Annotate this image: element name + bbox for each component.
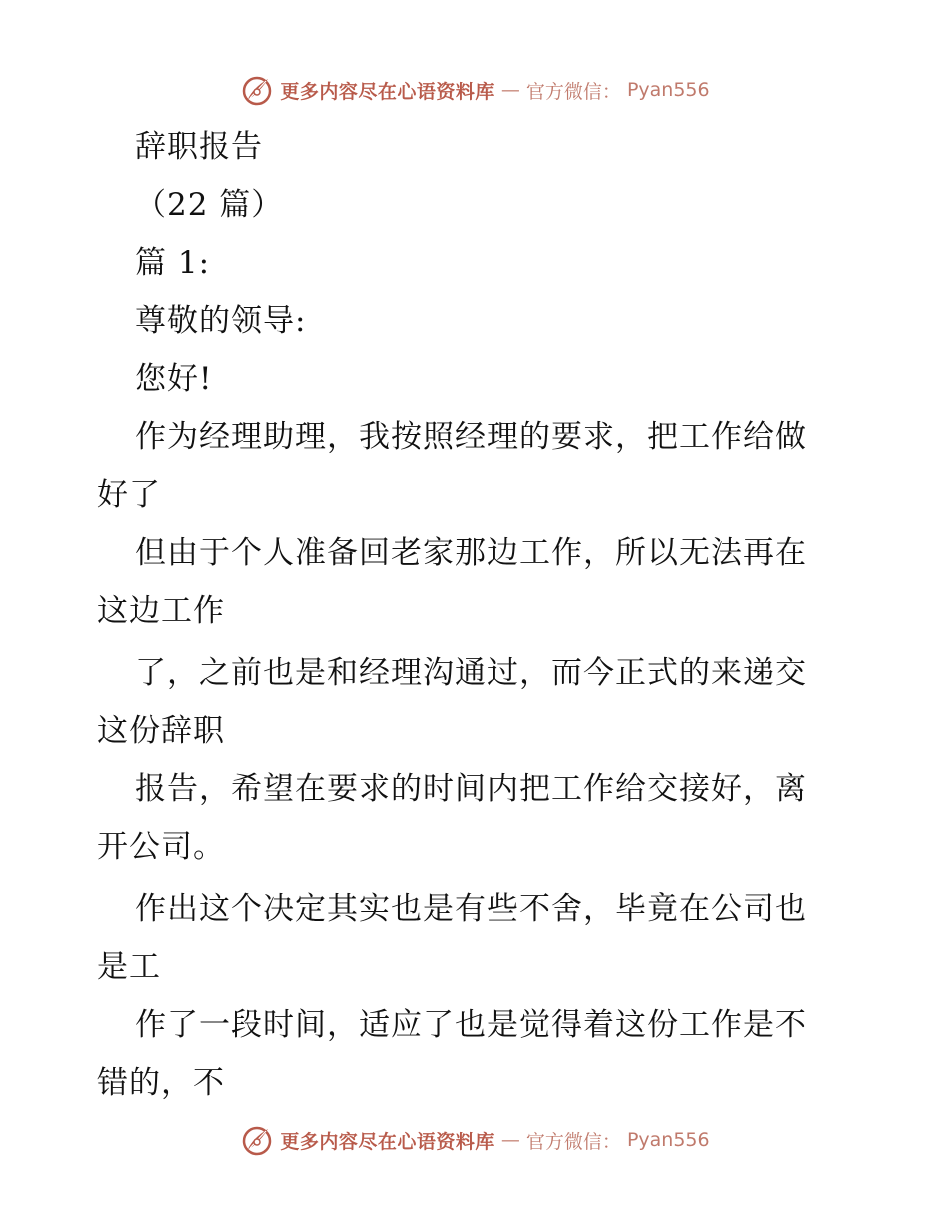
salutation: 尊敬的领导: — [135, 303, 307, 339]
paragraph-line: 作为经理助理，我按照经理的要求，把工作给做 — [135, 419, 807, 455]
greeting: 您好! — [135, 361, 213, 397]
paragraph-line: 开公司。 — [97, 829, 225, 865]
footer-wechat-label: 官方微信： — [525, 1130, 621, 1153]
header-separator: — — [500, 79, 520, 101]
paragraph-line: 报告，希望在要求的时间内把工作给交接好，离 — [135, 771, 807, 807]
header-banner — [0, 70, 950, 110]
header-wechat-label: 官方微信： — [525, 80, 621, 103]
footer-text: 更多内容尽在心语资料库 — [280, 1130, 495, 1153]
paragraph-line: 作了一段时间，适应了也是觉得着这份工作是不 — [135, 1007, 807, 1043]
paragraph-line: 是工 — [97, 949, 161, 985]
header-wechat-id: Pyan556 — [626, 79, 710, 101]
feather-pen-logo-icon — [240, 1123, 274, 1157]
paragraph-line: 了，之前也是和经理沟通过，而今正式的来递交 — [135, 655, 807, 691]
paragraph-line: 作出这个决定其实也是有些不舍，毕竟在公司也 — [135, 891, 807, 927]
section-heading: 篇 1: — [135, 245, 211, 281]
footer-separator: — — [500, 1129, 520, 1151]
paragraph-line: 这边工作 — [97, 593, 225, 629]
paragraph-line: 错的，不 — [97, 1065, 225, 1101]
footer-wechat-id: Pyan556 — [626, 1129, 710, 1151]
footer-banner — [0, 1120, 950, 1160]
paragraph-line: 好了 — [97, 477, 161, 513]
feather-pen-logo-icon — [240, 73, 274, 107]
document-count: （22 篇） — [135, 187, 284, 223]
document-title: 辞职报告 — [135, 129, 263, 165]
header-text: 更多内容尽在心语资料库 — [280, 80, 495, 103]
paragraph-line: 但由于个人准备回老家那边工作，所以无法再在 — [135, 535, 807, 571]
paragraph-line: 这份辞职 — [97, 713, 225, 749]
